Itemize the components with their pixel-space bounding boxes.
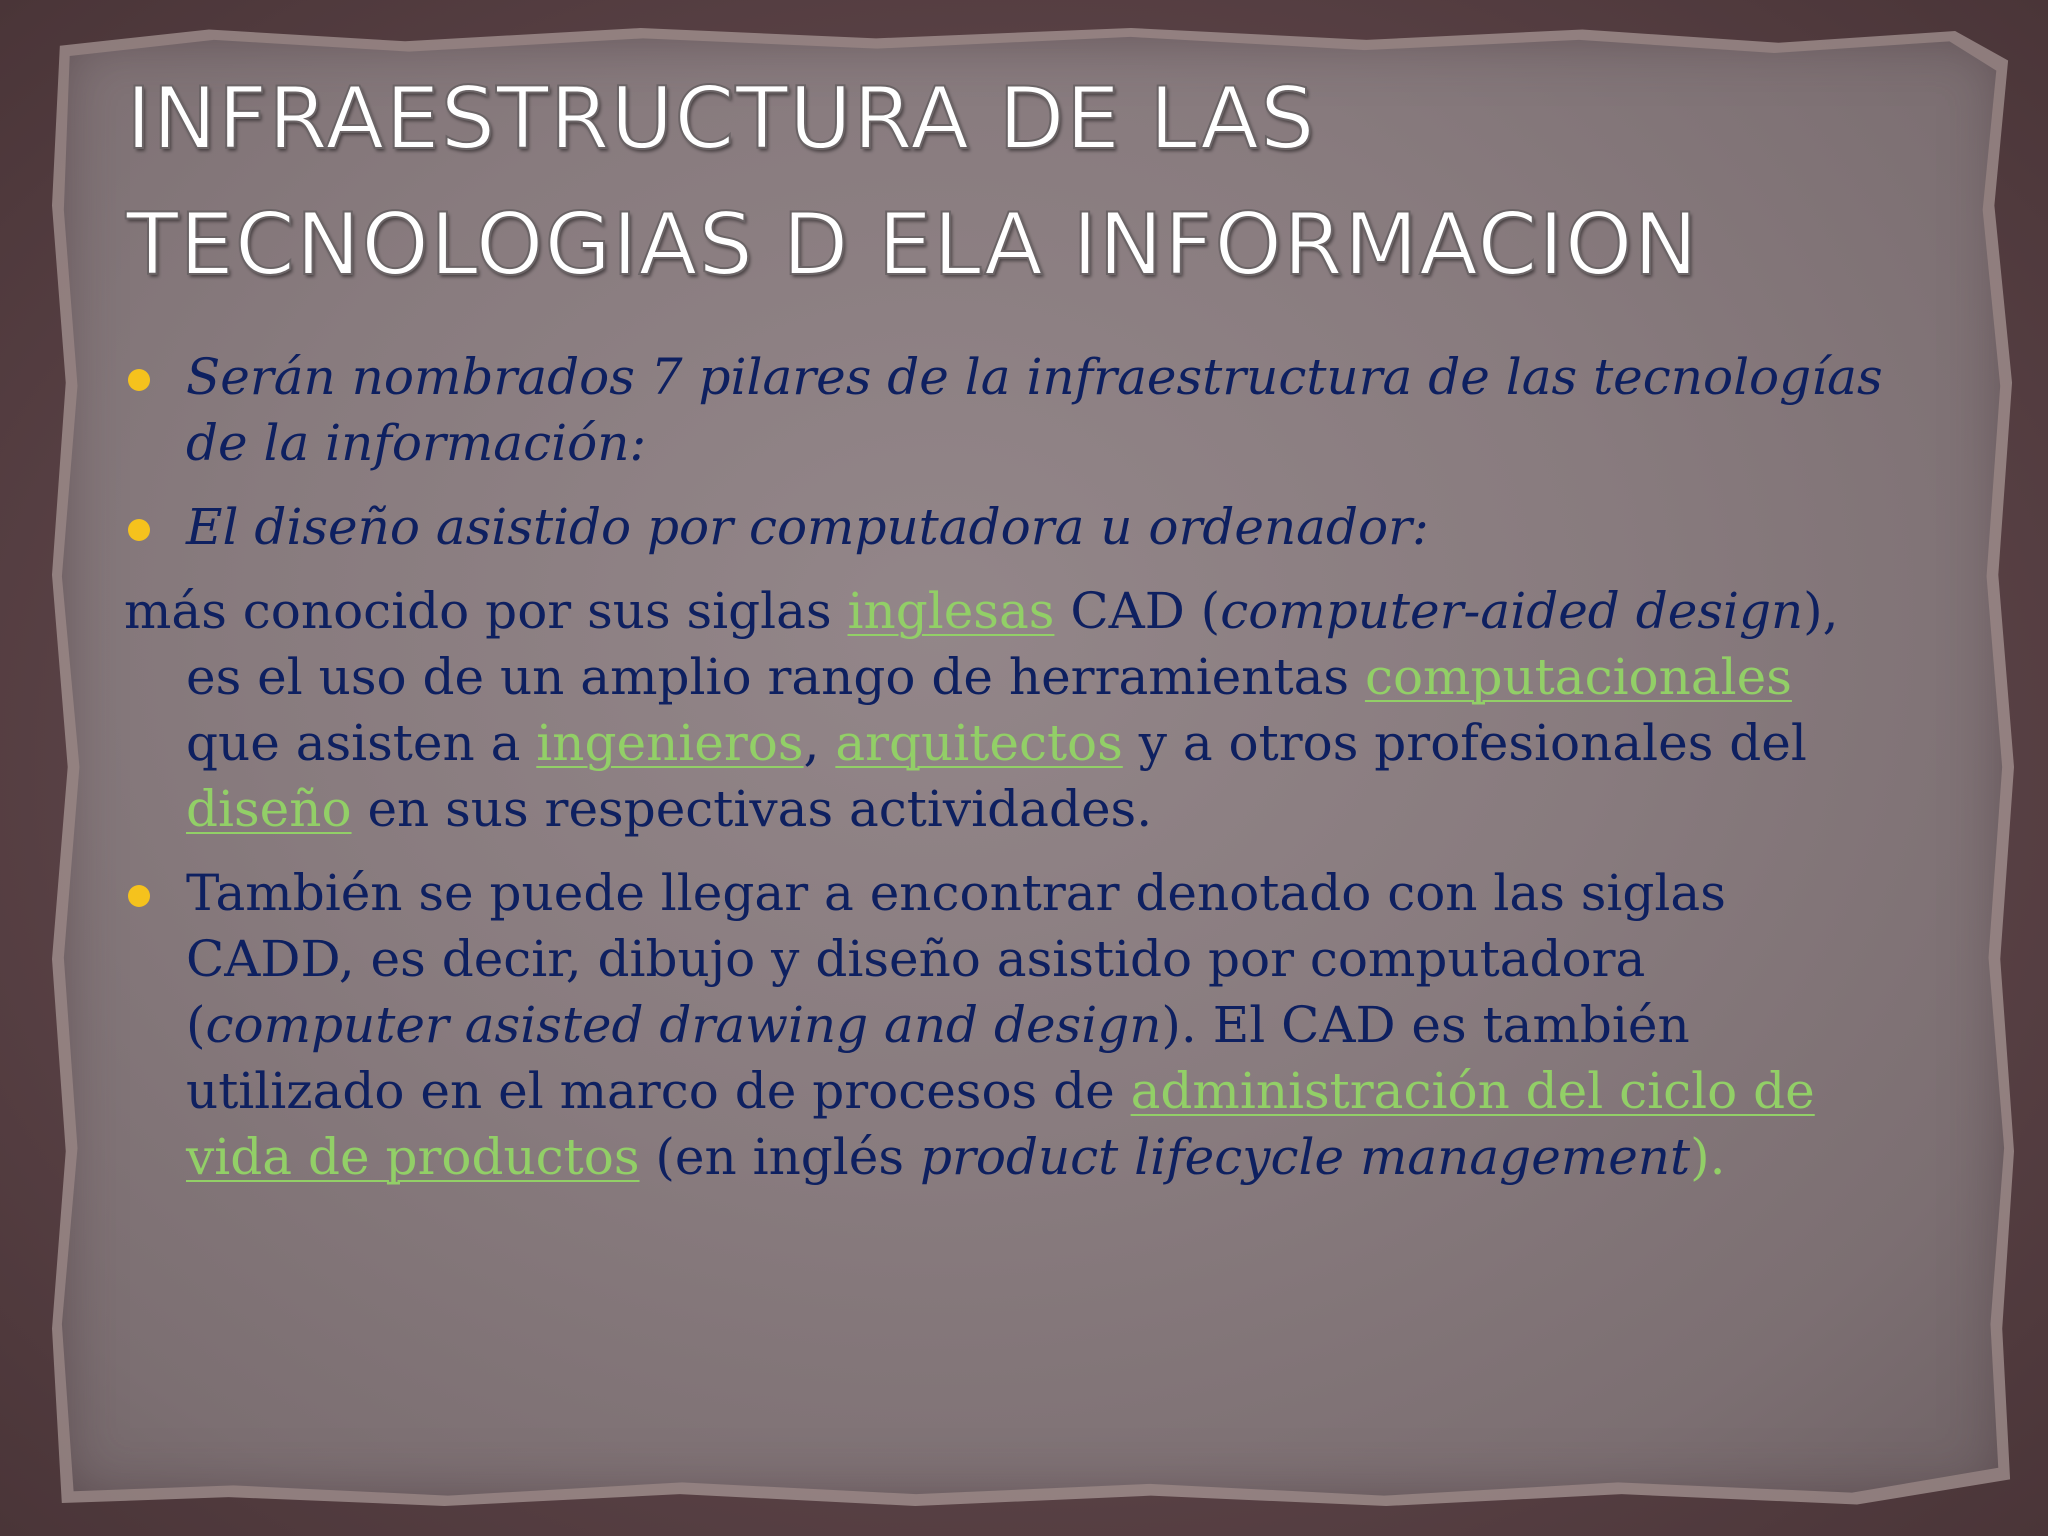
cad-text-5: , [803, 714, 836, 772]
link-arquitectos[interactable]: arquitectos [835, 714, 1123, 772]
cadd-text-3: (en inglés [639, 1128, 920, 1186]
cadd-text-italic-2: product lifecycle management [919, 1128, 1691, 1186]
bullet-item-1 [124, 344, 1884, 476]
cadd-text-2: ). El CAD es también utilizado en el marco de procesos de [186, 996, 1690, 1120]
slide-title [126, 56, 1986, 308]
cad-text-7: en sus respectivas actividades. [351, 780, 1153, 838]
title-line-1: INFRAESTRUCTURA DE LAS [126, 69, 1316, 169]
slide-body [124, 344, 1884, 1208]
link-computacionales[interactable]: computacionales [1364, 648, 1792, 706]
link-ingenieros[interactable]: ingenieros [536, 714, 804, 772]
cadd-text-1: También se puede llegar a encontrar denotado con las siglas CADD, es decir, dibujo y diseño asistido por computadora ( [186, 864, 1726, 1054]
cadd-text-italic: computer asisted drawing and design [205, 996, 1162, 1054]
bullet-text-2: El diseño asistido por computadora u ordenador: [186, 498, 1429, 556]
cad-text-italic: computer-aided design [1220, 582, 1804, 640]
cad-text-1: más conocido por sus siglas [124, 582, 848, 640]
cad-text-4: que asisten a [186, 714, 537, 772]
link-diseno[interactable]: diseño [186, 780, 352, 838]
cad-text-2: CAD ( [1054, 582, 1221, 640]
link-plm[interactable]: administración del ciclo de vida de productos [186, 1062, 1815, 1186]
bullet-item-3 [124, 860, 1884, 1190]
cadd-text-4: ). [1690, 1128, 1726, 1186]
cad-text-6: y a otros profesionales del [1122, 714, 1807, 772]
link-inglesas[interactable]: inglesas [847, 582, 1055, 640]
title-line-2: TECNOLOGIAS D ELA INFORMACION [126, 195, 1699, 295]
bullet-text-1: Serán nombrados 7 pilares de la infraestructura de las tecnologías de la información: [186, 348, 1883, 472]
cad-paragraph [124, 578, 1884, 842]
bullet-item-2 [124, 494, 1884, 560]
cad-text-3: ), es el uso de un amplio rango de herramientas [186, 582, 1839, 706]
